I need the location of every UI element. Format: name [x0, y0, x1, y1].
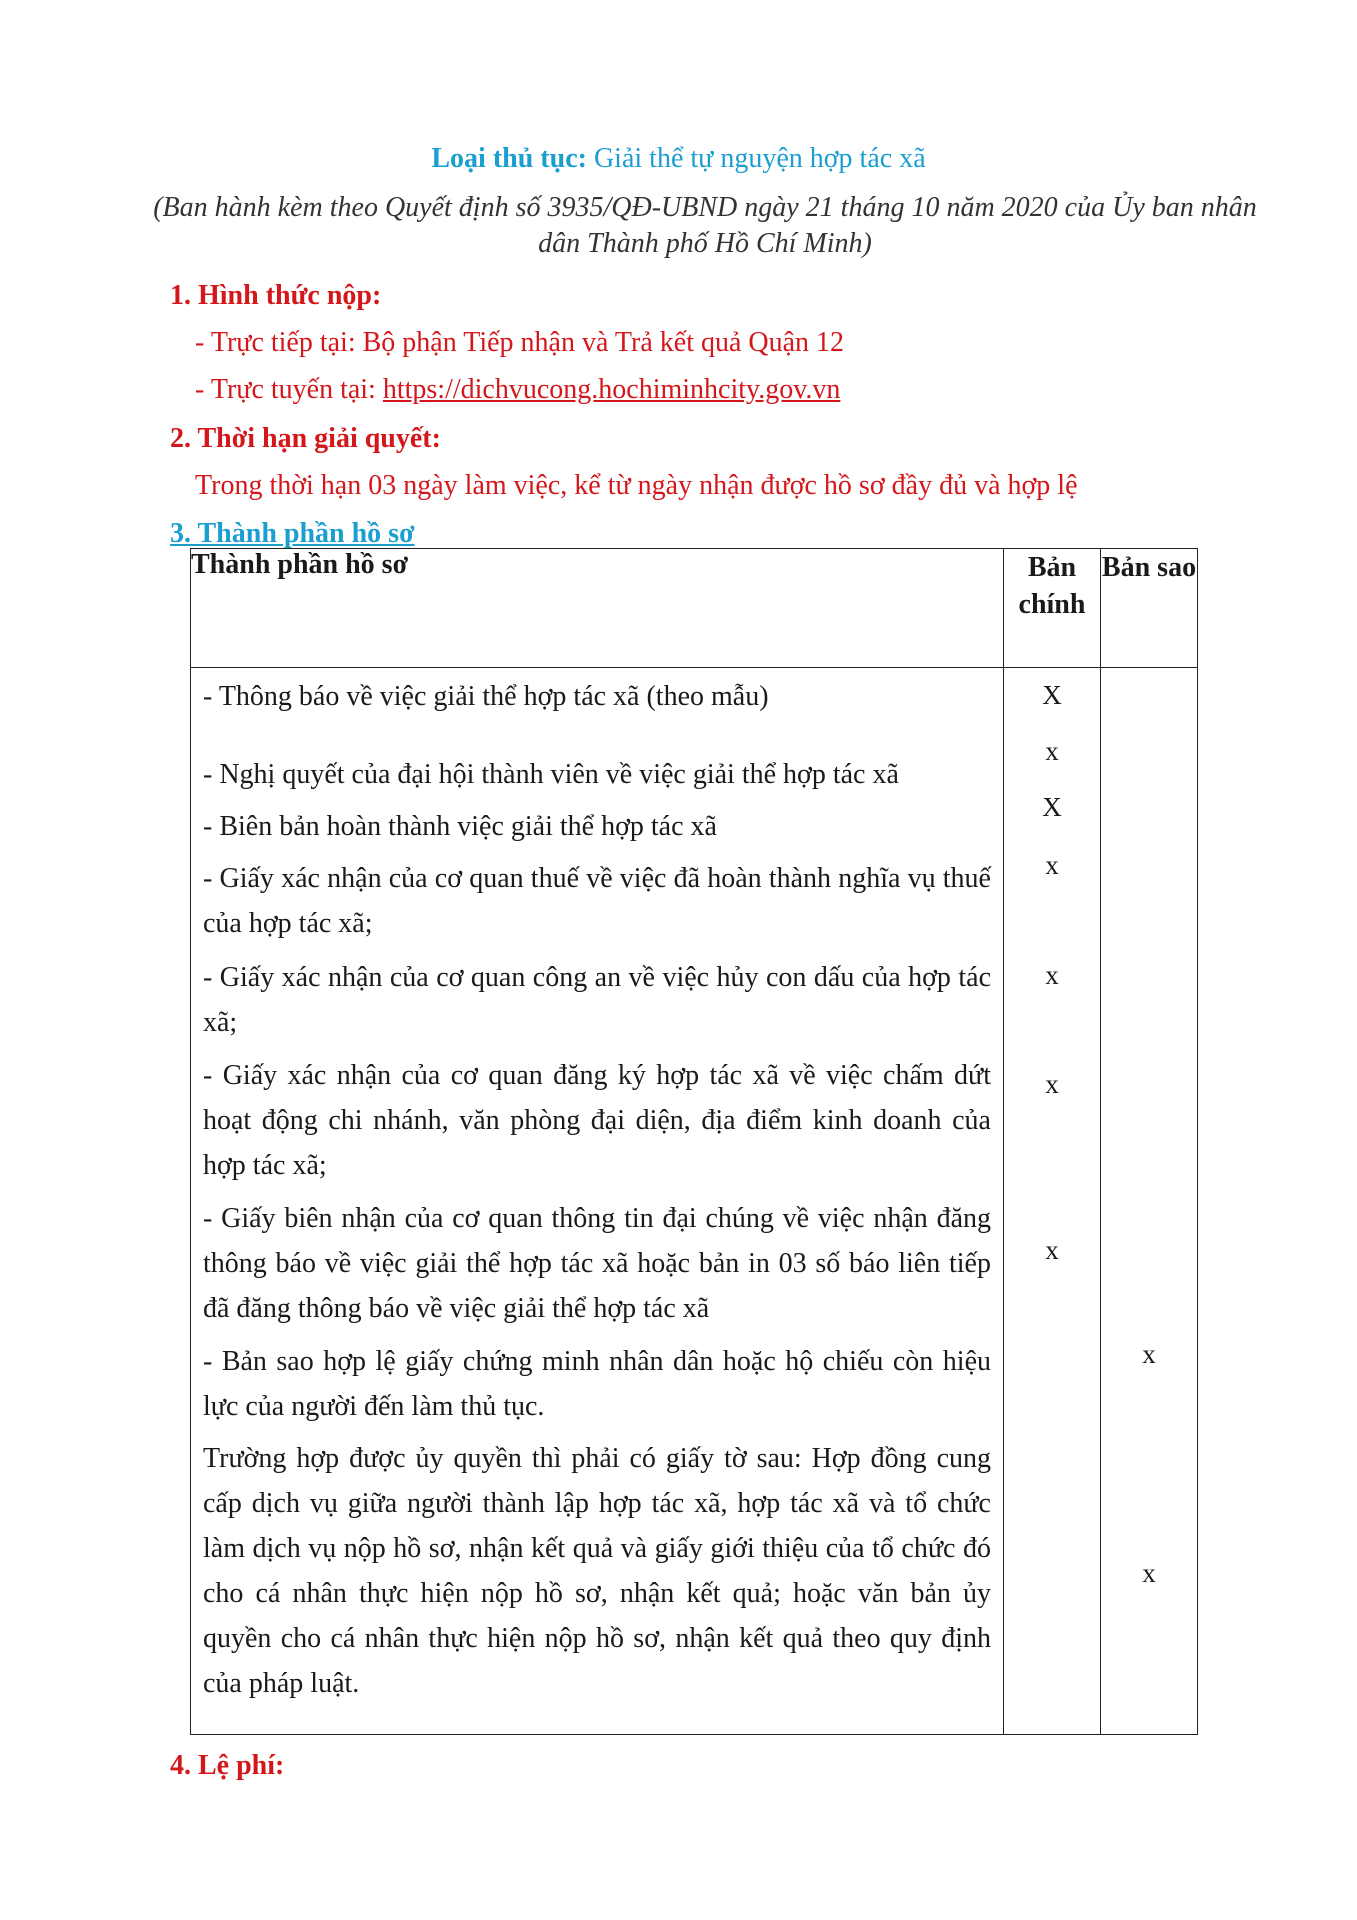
list-item: - Giấy xác nhận của cơ quan công an về việc hủy con dấu của hợp tác xã; — [203, 962, 991, 1038]
section4-heading: 4. Lệ phí: — [170, 1750, 285, 1781]
original-mark: x — [1045, 1069, 1059, 1099]
list-item: - Biên bản hoàn thành việc giải thể hợp tác xã — [203, 811, 717, 842]
original-mark: X — [1042, 792, 1062, 822]
section2-heading: 2. Thời hạn giải quyết: — [170, 423, 441, 454]
submit-online-label: - Trực tuyến tại: — [195, 374, 383, 405]
original-mark: X — [1042, 680, 1062, 710]
procedure-label: Loại thủ tục: — [431, 143, 587, 174]
documents-table — [190, 548, 1198, 1735]
col-original-header: Bản chính — [1004, 549, 1101, 668]
issuance-note: (Ban hành kèm theo Quyết định số 3935/QĐ-UBND ngày 21 tháng 10 năm 2020 của Ủy ban nhân dân Thành phố Hồ Chí Minh) — [153, 192, 1257, 259]
list-item: - Thông báo về việc giải thể hợp tác xã (theo mẫu) — [203, 681, 769, 712]
list-item: - Giấy xác nhận của cơ quan thuế về việc đã hoàn thành nghĩa vụ thuế của hợp tác xã; — [203, 863, 991, 939]
submit-online — [195, 374, 840, 406]
list-item: - Nghị quyết của đại hội thành viên về việc giải thể hợp tác xã — [203, 759, 899, 790]
table-body-row — [191, 668, 1198, 1735]
original-marks-cell — [1004, 668, 1101, 1735]
original-mark: x — [1045, 850, 1059, 880]
procedure-title — [0, 143, 1357, 175]
original-mark: x — [1045, 1235, 1059, 1265]
copy-mark: x — [1142, 1339, 1156, 1369]
original-mark: x — [1045, 960, 1059, 990]
copy-mark: x — [1142, 1558, 1156, 1588]
online-service-link[interactable]: https://dichvucong.hochiminhcity.gov.vn — [382, 374, 841, 405]
table-header-row — [191, 549, 1198, 668]
col-copy-header: Bản sao — [1101, 549, 1198, 668]
section3-heading: 3. Thành phần hồ sơ — [170, 518, 415, 549]
processing-time: Trong thời hạn 03 ngày làm việc, kể từ ngày nhận được hồ sơ đầy đủ và hợp lệ — [195, 470, 1078, 501]
copy-marks-cell — [1101, 668, 1198, 1735]
list-item: - Giấy xác nhận của cơ quan đăng ký hợp tác xã về việc chấm dứt hoạt động chi nhánh, văn phòng đại diện, địa điểm kinh doanh của hợp tác xã; — [203, 1060, 991, 1181]
section1-heading: 1. Hình thức nộp: — [170, 280, 382, 311]
documents-list-cell — [191, 668, 1004, 1735]
procedure-name: Giải thể tự nguyện hợp tác xã — [593, 143, 926, 174]
list-item: Trường hợp được ủy quyền thì phải có giấy tờ sau: Hợp đồng cung cấp dịch vụ giữa người thành lập hợp tác xã, hợp tác xã và tổ chức làm dịch vụ nộp hồ sơ, nhận kết quả và giấy giới thiệu của tổ chức đó cho cá nhân thực hiện nộp hồ sơ, nhận kết quả; hoặc văn bản ủy quyền cho cá nhân thực hiện nộp hồ sơ, nhận kết quả theo quy định của pháp luật. — [203, 1443, 991, 1699]
col-document-header: Thành phần hồ sơ — [191, 549, 1004, 668]
list-item: - Giấy biên nhận của cơ quan thông tin đại chúng về việc nhận đăng thông báo về việc giải thể hợp tác xã hoặc bản in 03 số báo liên tiếp đã đăng thông báo về việc giải thể hợp tác xã — [203, 1203, 991, 1324]
submit-direct: - Trực tiếp tại: Bộ phận Tiếp nhận và Trả kết quả Quận 12 — [195, 327, 845, 358]
original-mark: x — [1045, 736, 1059, 766]
list-item: - Bản sao hợp lệ giấy chứng minh nhân dân hoặc hộ chiếu còn hiệu lực của người đến làm thủ tục. — [203, 1346, 991, 1422]
